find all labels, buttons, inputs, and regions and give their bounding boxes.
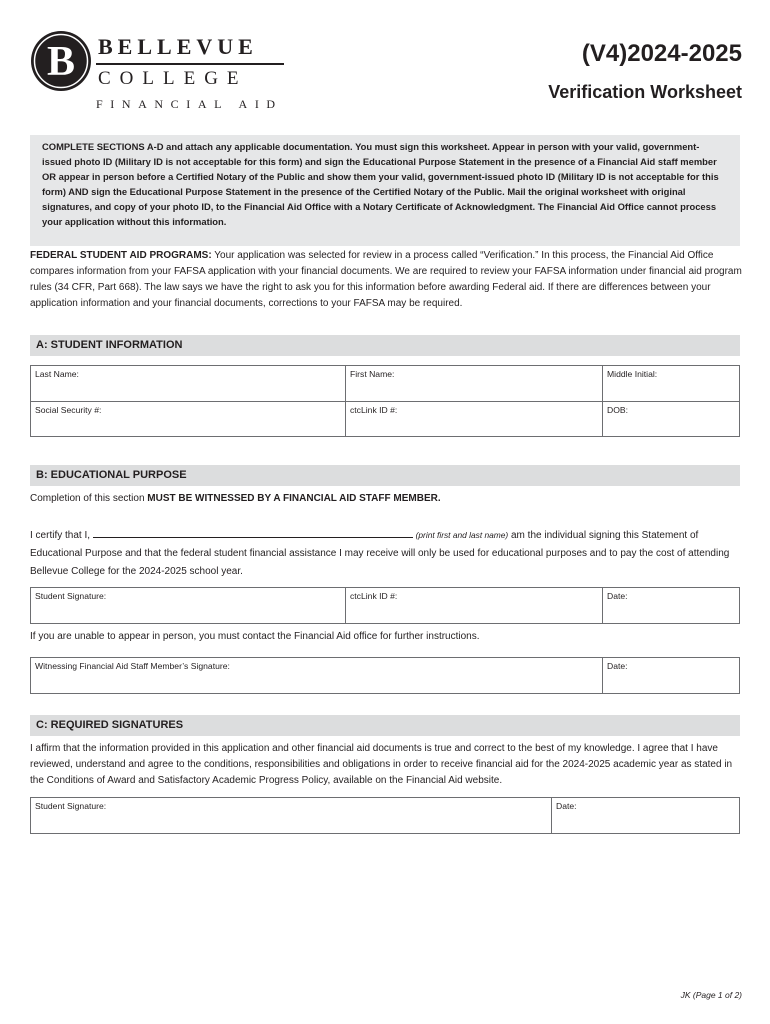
page-footer: JK (Page 1 of 2): [680, 990, 742, 1000]
ctclink-id-label: ctcLink ID #:: [350, 591, 398, 601]
ctclink-id-label: ctcLink ID #:: [350, 405, 398, 415]
affirmation-statement: [30, 741, 742, 789]
date-field[interactable]: [602, 588, 739, 623]
form-row: [31, 588, 739, 623]
instructions-text: COMPLETE SECTIONS A-D and attach any applicable documentation. You must sign this worksheet. Appear in person with your valid, government-issued photo ID (Military ID is not acceptable for this form) and sign the Educational Purpose Statement in the presence of a Financial Aid staff member OR appear in person before a Certified Notary of the Public and show them your valid, government-issued photo ID (Military ID is not acceptable for this form) AND sign the Educational Purpose Statement in the presence of the Certified Notary of the Public. Mail the original worksheet with original signatures, and copy of your photo ID, to the Financial Aid Office with a Notary Certificate of Acknowledgment. The Financial Aid Office cannot process your application without this information.: [42, 141, 719, 228]
ctclink-id-field[interactable]: [345, 402, 602, 436]
logo-badge-icon: [30, 30, 92, 92]
student-signature-label: Student Signature:: [35, 801, 107, 811]
middle-initial-field[interactable]: [602, 366, 739, 401]
form-row: [31, 401, 739, 436]
form-row: [31, 798, 739, 833]
educational-purpose-signature-form: [30, 587, 740, 624]
print-name-hint: (print first and last name): [415, 530, 509, 540]
witness-requirement: [30, 491, 742, 507]
certify-prefix: I certify that I,: [30, 530, 93, 541]
federal-aid-text: Your application was selected for review in a process called “Verification.” In this process, the Financial Aid Office compares information from your FAFSA application with your financial documents. We are required to review your FAFSA information under financial aid program rules (34 CFR, Part 668). The law says we have the right to ask you for this information before awarding Federal aid. If there are differences between your application information and your financial documents, corrections to your FAFSA may be required.: [30, 250, 742, 309]
last-name-field[interactable]: [31, 366, 345, 401]
logo-divider: [96, 63, 284, 65]
form-row: [31, 658, 739, 693]
unable-text: If you are unable to appear in person, you must contact the Financial Aid office for further instructions.: [30, 631, 480, 642]
section-b-header: [30, 465, 740, 486]
dob-field[interactable]: [602, 402, 739, 436]
page-title: Verification Worksheet: [548, 82, 742, 102]
ssn-field[interactable]: [31, 402, 345, 436]
logo-college: COLLEGE: [98, 68, 248, 89]
student-signature-field[interactable]: [31, 798, 551, 833]
last-name-label: Last Name:: [35, 369, 79, 379]
federal-aid-label: FEDERAL STUDENT AID PROGRAMS:: [30, 250, 212, 261]
instructions-box: [30, 135, 740, 246]
bellevue-college-logo: [30, 30, 290, 112]
ssn-label: Social Security #:: [35, 405, 102, 415]
section-a-title: A: STUDENT INFORMATION: [36, 339, 183, 351]
student-signature-label: Student Signature:: [35, 591, 107, 601]
witness-signature-label: Witnessing Financial Aid Staff Member’s Signature:: [35, 661, 230, 671]
form-version: (V4)2024-2025: [581, 40, 742, 67]
section-a-header: [30, 335, 740, 356]
dob-label: DOB:: [607, 405, 629, 415]
section-c-header: [30, 715, 740, 736]
section-c-title: C: REQUIRED SIGNATURES: [36, 719, 184, 731]
witness-intro-bold: MUST BE WITNESSED BY A FINANCIAL AID STAFF MEMBER.: [147, 493, 441, 504]
date-label: Date:: [556, 801, 577, 811]
witness-intro: Completion of this section: [30, 493, 148, 504]
affirmation-text: I affirm that the information provided in this application and other financial aid documents is true and correct to the best of my knowledge. I agree that I have reviewed, understand and agree to the conditions, responsibilities and obligations in order to receive financial aid for the 2024-2025 academic year as stated in the Conditions of Award and Satisfactory Academic Progress Policy, available on the Financial Aid website.: [30, 743, 733, 786]
certify-suffix: am the individual signing this Statement of Educational Purpose and that the federal student financial assistance I may receive will only be used for educational purposes and to pay the cost of attending Bellevue College for the 2024-2025 school year.: [30, 530, 730, 577]
witness-signature-form: [30, 657, 740, 694]
witness-date-label: Date:: [607, 661, 628, 671]
unable-to-appear-note: [30, 629, 742, 645]
federal-aid-paragraph: [30, 248, 742, 312]
first-name-field[interactable]: [345, 366, 602, 401]
middle-initial-label: Middle Initial:: [607, 369, 658, 379]
logo-name: BELLEVUE: [98, 34, 258, 59]
first-name-label: First Name:: [350, 369, 395, 379]
section-b-title: B: EDUCATIONAL PURPOSE: [36, 469, 187, 481]
logo-department: FINANCIAL AID: [96, 97, 283, 111]
student-signature-field[interactable]: [31, 588, 345, 623]
form-row: [31, 366, 739, 401]
print-name-blank[interactable]: [93, 528, 413, 538]
logo-letter: B: [46, 39, 76, 85]
date-field[interactable]: [551, 798, 739, 833]
witness-date-field[interactable]: [602, 658, 739, 693]
certification-statement: [30, 526, 742, 581]
witness-signature-field[interactable]: [31, 658, 602, 693]
ctclink-id-field[interactable]: [345, 588, 602, 623]
student-information-form: [30, 365, 740, 437]
required-signatures-form: [30, 797, 740, 834]
date-label: Date:: [607, 591, 628, 601]
